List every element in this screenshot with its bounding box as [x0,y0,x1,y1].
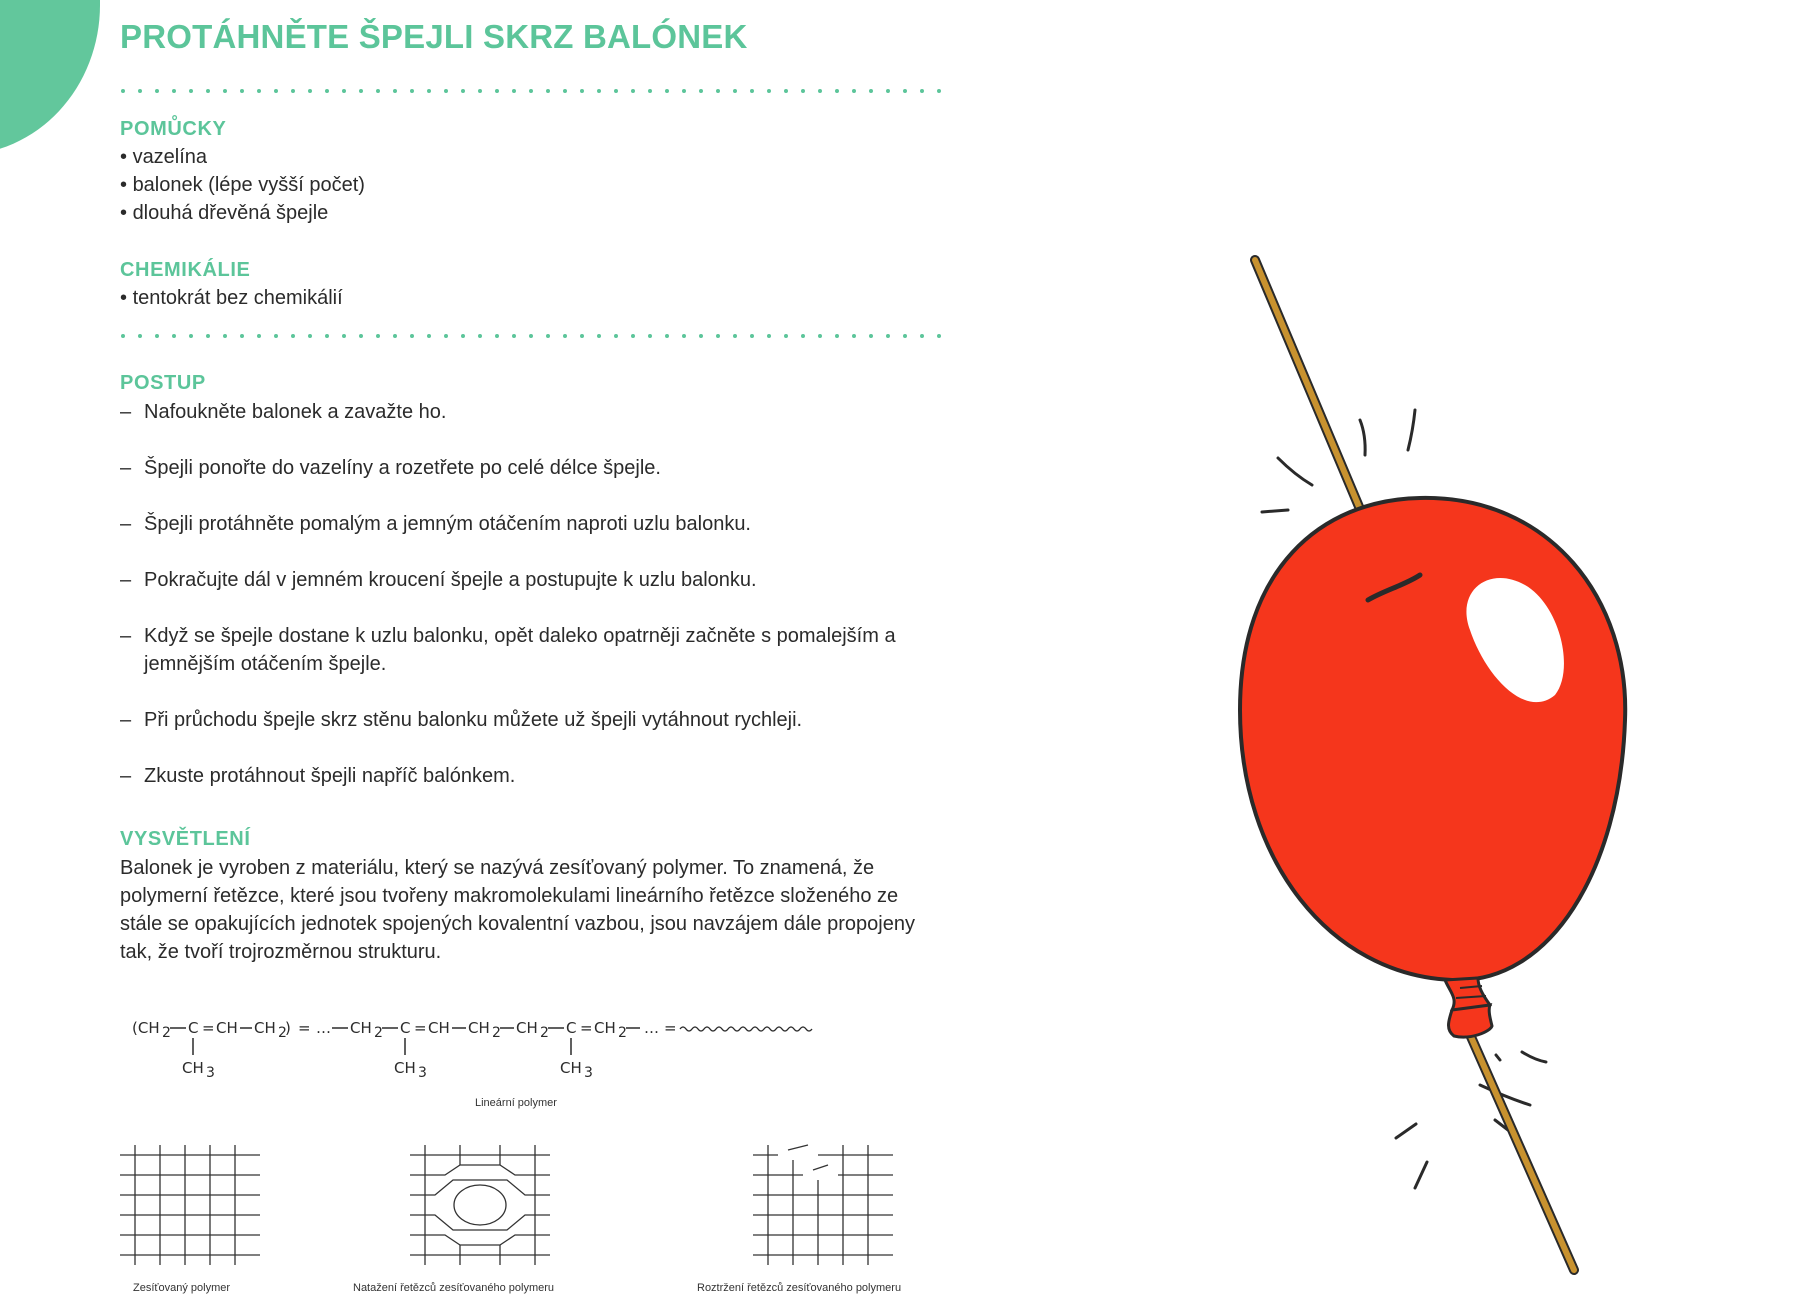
section-heading-vysvetleni: VYSVĚTLENÍ [120,828,251,850]
balloon-body [1240,498,1625,980]
svg-text:2: 2 [618,1025,627,1041]
svg-text:2: 2 [374,1025,383,1041]
svg-text:CH: CH [182,1059,204,1077]
svg-text:CH: CH [516,1019,538,1037]
caption-linear-polymer: Lineární polymer [475,1097,557,1109]
svg-text:(CH: (CH [132,1019,160,1037]
procedure-step: – Špejli protáhněte pomalým a jemným otáčením naproti uzlu balonku. [120,510,960,538]
section-heading-chemikalie: CHEMIKÁLIE [120,259,251,281]
svg-text:CH: CH [350,1019,372,1037]
stretched-polymer-diagram [405,1140,555,1270]
svg-text:=: = [664,1019,677,1037]
procedure-step: – Při průchodu špejle skrz stěnu balonku můžete už špejli vytáhnout rychleji. [120,706,960,734]
chemicals-list [120,284,343,312]
broken-polymer-diagram [748,1140,898,1270]
section-heading-postup: POSTUP [120,372,206,394]
polymer-formula [120,1005,920,1085]
svg-text:C: C [566,1019,577,1037]
procedure-step: – Špejli ponořte do vazelíny a rozetřete po celé délce špejle. [120,454,960,482]
svg-text:CH: CH [428,1019,450,1037]
formula-part-1 [132,1019,311,1081]
caption-stretched: Natažení řetězců zesíťovaného polymeru [353,1282,555,1294]
svg-text:2: 2 [492,1025,501,1041]
svg-text:CH: CH [216,1019,238,1037]
corner-decoration [0,0,100,155]
svg-text:): ) [285,1019,291,1037]
svg-text:…: … [644,1019,659,1037]
svg-text:3: 3 [206,1065,215,1081]
caption-crosslinked: Zesíťovaný polymer [133,1282,231,1294]
svg-text:CH: CH [254,1019,276,1037]
tools-list [120,143,365,227]
svg-text:2: 2 [540,1025,549,1041]
dotted-divider [120,88,950,94]
svg-text:CH: CH [560,1059,582,1077]
procedure-step: – Pokračujte dál v jemném kroucení špejle a postupujte k uzlu balonku. [120,566,960,594]
dotted-divider [120,333,950,339]
svg-text:=: = [414,1019,427,1037]
svg-text:C: C [188,1019,199,1037]
svg-text:3: 3 [418,1065,427,1081]
procedure-steps [120,398,960,818]
svg-text:=: = [202,1019,215,1037]
page-title: PROTÁHNĚTE ŠPEJLI SKRZ BALÓNEK [120,18,748,55]
svg-text:…: … [316,1019,331,1037]
procedure-step: – Když se špejle dostane k uzlu balonku, opět daleko opatrněji začněte s pomalejším a jemnějším otáčením špejle. [120,622,904,678]
svg-text:CH: CH [468,1019,490,1037]
list-item: • tentokrát bez chemikálií [120,284,343,312]
svg-text:3: 3 [584,1065,593,1081]
balloon-skewer-illustration [1220,240,1680,1290]
svg-text:CH: CH [594,1019,616,1037]
caption-broken: Roztržení řetězců zesíťovaného polymeru [697,1282,902,1294]
formula-part-3 [548,1019,812,1081]
crosslinked-polymer-diagram [115,1140,265,1270]
svg-text:CH: CH [394,1059,416,1077]
svg-text:C: C [400,1019,411,1037]
svg-text:=: = [580,1019,593,1037]
svg-text:=: = [298,1019,311,1037]
svg-text:2: 2 [278,1025,287,1041]
list-item: • dlouhá dřevěná špejle [120,199,365,227]
explanation-text: Balonek je vyroben z materiálu, který se nazývá zesíťovaný polymer. To znamená, že polymerní řetězce, které jsou tvořeny makromolekulami lineárního řetězce složeného ze stále se opakujících jednotek spojených kovalentní vazbou, jsou navzájem dále propojeny tak, že tvoří trojrozměrnou strukturu. [120,857,915,963]
section-heading-pomucky: POMŮCKY [120,118,227,140]
procedure-step: – Zkuste protáhnout špejli napříč balónkem. [120,762,960,790]
formula-part-2 [316,1019,549,1081]
list-item: • vazelína [120,143,365,171]
svg-text:2: 2 [162,1025,171,1041]
list-item: • balonek (lépe vyšší počet) [120,171,365,199]
procedure-step: – Nafoukněte balonek a zavažte ho. [120,398,960,426]
